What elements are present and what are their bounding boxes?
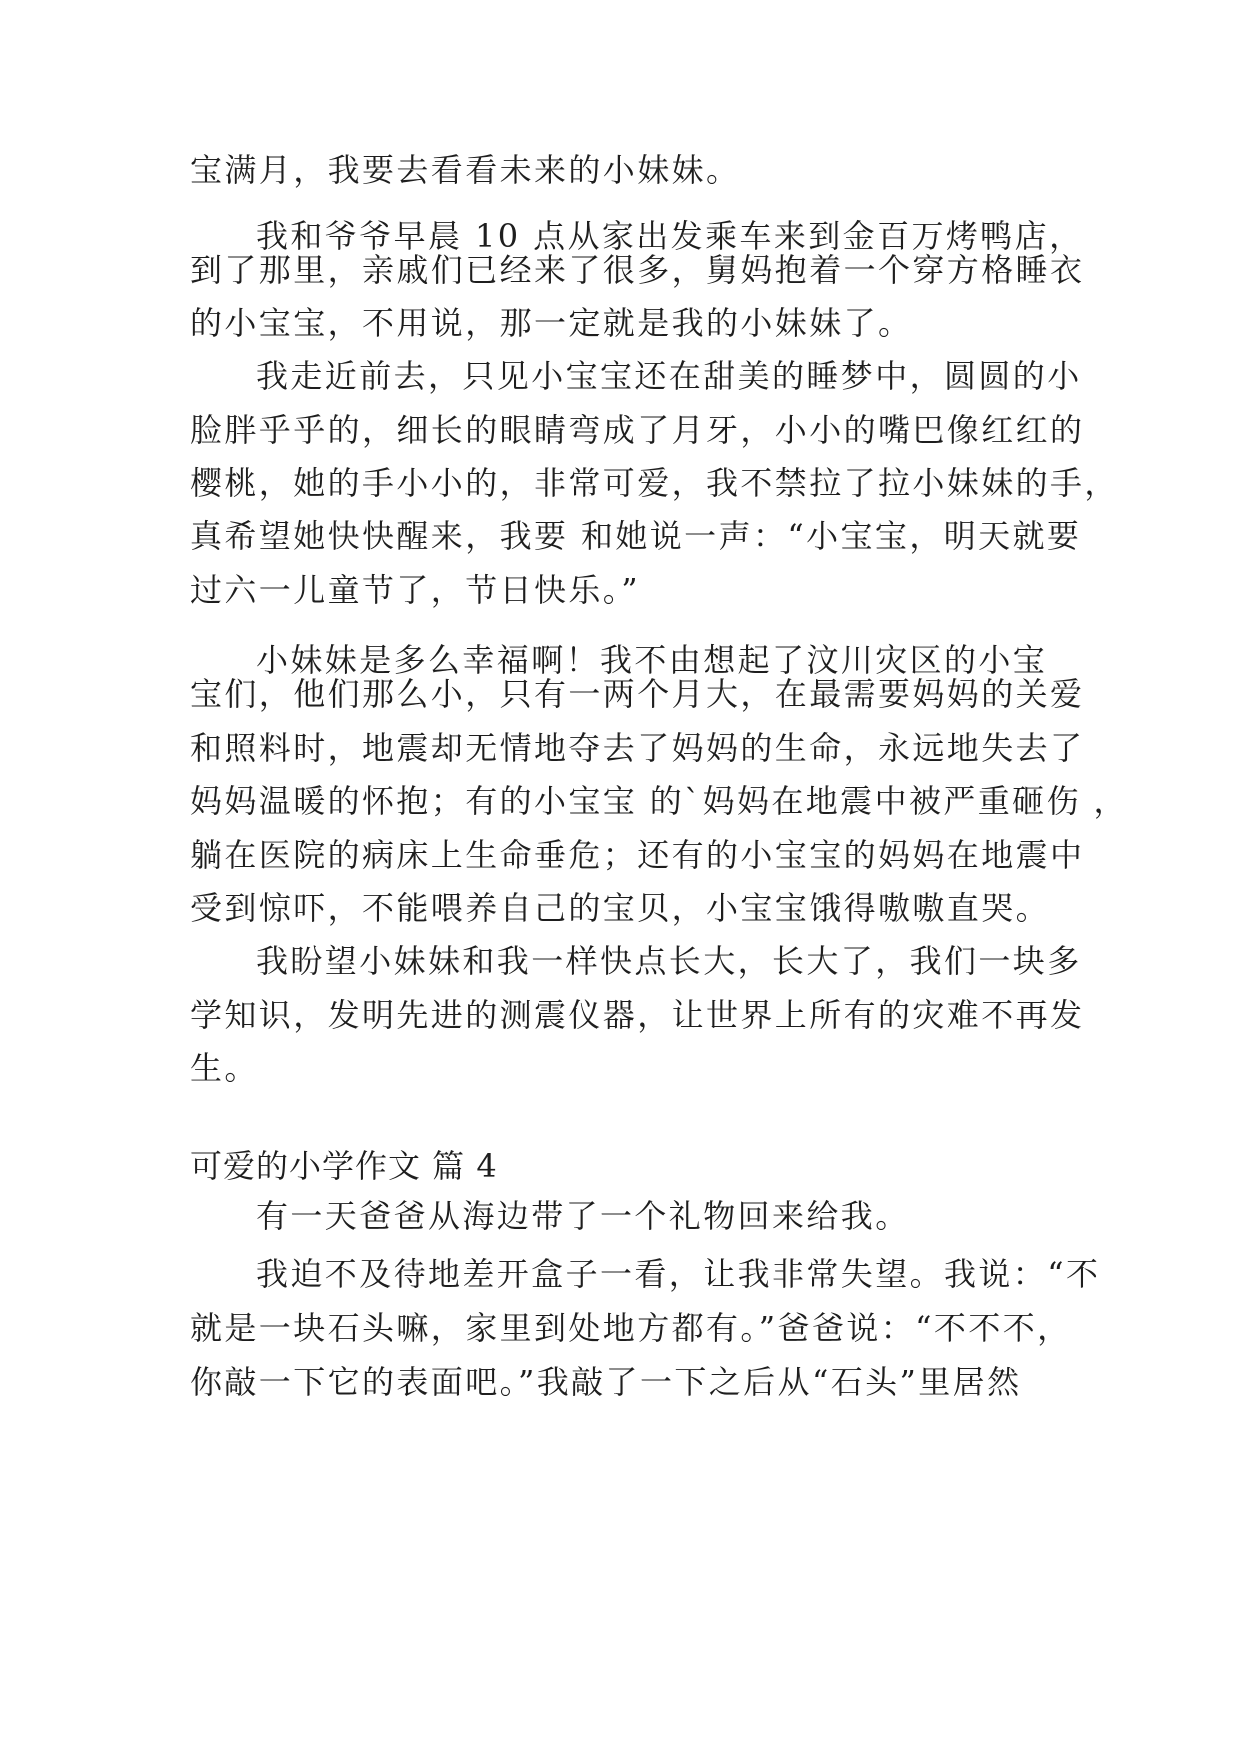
text-line: 受到惊吓，不能喂养自己的宝贝，小宝宝饿得嗷嗷直哭。 (190, 889, 1051, 927)
text-line: 和照料时，地震却无情地夺去了妈妈的生命，永远地失去了 (190, 729, 1085, 767)
text-line: 宝满月，我要去看看未来的小妹妹。 (190, 151, 741, 189)
text-line: 学知识，发明先进的测震仪器，让世界上所有的灾难不再发 (190, 996, 1085, 1034)
text-line: 就是一块石头嘛，家里到处地方都有。”爸爸说：“不不不， (190, 1309, 1072, 1347)
text-line: 生。 (190, 1049, 259, 1087)
text-line: 樱桃，她的手小小的，非常可爱，我不禁拉了拉小妹妹的手， (190, 464, 1119, 502)
text-line: 过六一儿童节了，节日快乐。” (190, 571, 640, 609)
paragraph-start-line: 我走近前去，只见小宝宝还在甜美的睡梦中，圆圆的小 (256, 357, 1082, 395)
text-line: 你敲一下它的表面吧。”我敲了一下之后从“石头”里居然 (190, 1363, 1022, 1401)
text-line: 到了那里，亲戚们已经来了很多，舅妈抱着一个穿方格睡衣 (190, 251, 1085, 289)
text-line: 的小宝宝，不用说，那一定就是我的小妹妹了。 (190, 304, 913, 342)
text-line: 真希望她快快醒来，我要 和她说一声：“小宝宝，明天就要 (190, 517, 1082, 555)
section-heading: 可爱的小学作文 篇 4 (190, 1147, 498, 1185)
text-line: 妈妈温暖的怀抱；有的小宝宝 的`妈妈在地震中被严重砸伤 ， (190, 782, 1128, 820)
text-line: 躺在医院的病床上生命垂危；还有的小宝宝的妈妈在地震中 (190, 836, 1085, 874)
paragraph-start-line: 我和爷爷早晨 10 点从家出发乘车来到金百万烤鸭店， (256, 217, 1084, 255)
paragraph-start-line: 有一天爸爸从海边带了一个礼物回来给我。 (256, 1197, 910, 1235)
text-line: 宝们，他们那么小，只有一两个月大，在最需要妈妈的关爱 (190, 675, 1085, 713)
paragraph-start-line: 我迫不及待地差开盒子一看，让我非常失望。我说：“不 (256, 1255, 1101, 1293)
text-line: 脸胖乎乎的，细长的眼睛弯成了月牙，小小的嘴巴像红红的 (190, 411, 1085, 449)
paragraph-start-line: 我盼望小妹妹和我一样快点长大，长大了，我们一块多 (256, 942, 1082, 980)
paragraph-start-line: 小妹妹是多么幸福啊！我不由想起了汶川灾区的小宝 (256, 641, 1048, 679)
